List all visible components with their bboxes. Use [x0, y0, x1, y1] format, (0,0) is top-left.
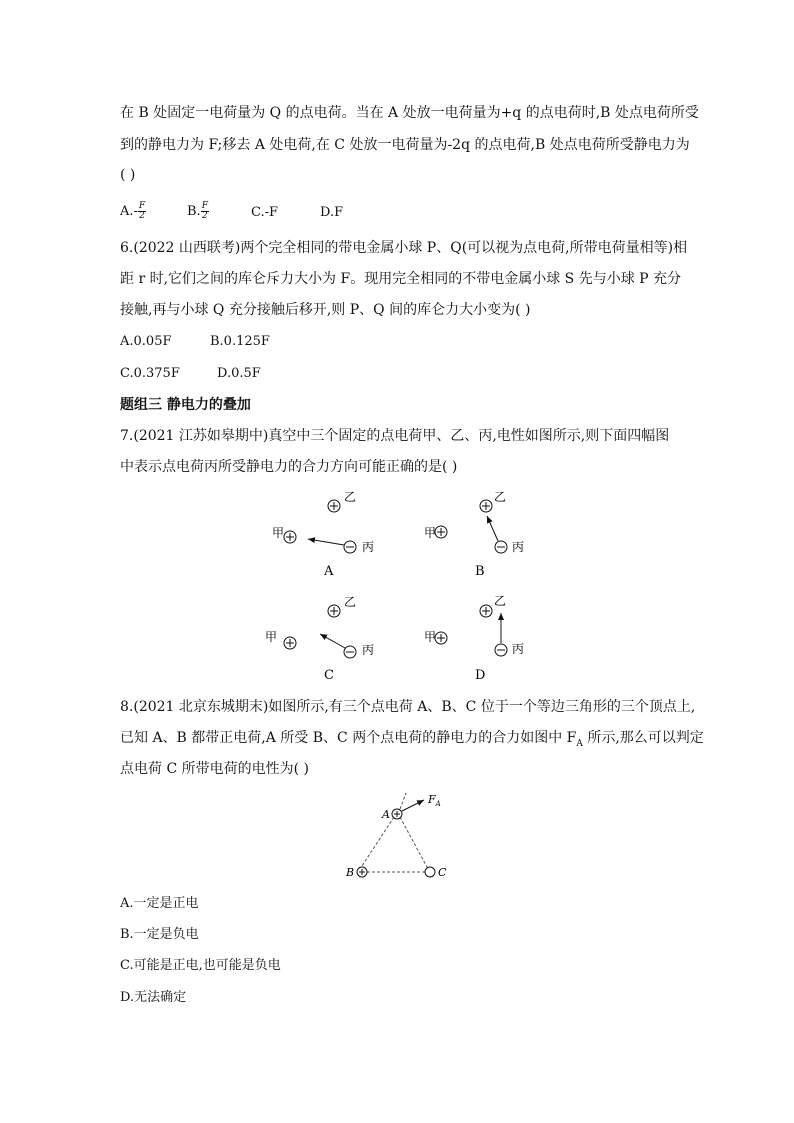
q5-option-a: A.- $\frac{F}{2}$: [120, 201, 146, 221]
section-heading: 题组三 静电力的叠加: [120, 397, 251, 413]
panel-a: [272, 490, 374, 579]
label-b: B: [346, 866, 355, 879]
fraction: $\frac{F}{2}$: [138, 201, 146, 221]
panel-c: [265, 595, 374, 683]
label-a: A: [382, 808, 390, 821]
charge-yi-label: 乙: [344, 595, 357, 609]
q8-option-c: C.可能是正电,也可能是负电: [120, 958, 281, 973]
charge-bing-label: 丙: [512, 540, 525, 554]
charge-bing-label: 丙: [362, 540, 375, 554]
charge-jia-label: 甲: [424, 630, 437, 644]
q6-option-d: D.0.5F: [217, 366, 261, 381]
force-arrow: [308, 539, 344, 545]
q5-line-2: 到的静电力为 F;移去 A 处电荷,在 C 处放一电荷量为-2q 的点电荷,B 处点电荷所受静电力为: [120, 137, 690, 153]
q8-line-1: 8.(2021 北京东城期末)如图所示,有三个点电荷 A、B、C 位于一个等边三角形的三个顶点上,: [120, 699, 696, 715]
triangle-side-ab: [360, 817, 394, 869]
charge-c-unknown: [425, 867, 435, 877]
q5-line-3: ( ): [120, 167, 136, 183]
q6-line-2: 距 r 时,它们之间的库仑斥力大小为 F。现用完全相同的不带电金属小球 S 先与小球 P 充分: [120, 271, 682, 287]
q7-line-1: 7.(2021 江苏如皋期中)真空中三个固定的点电荷甲、乙、丙,电性如图所示,则下面四幅图: [120, 428, 670, 444]
q6-option-b: B.0.125F: [210, 334, 270, 349]
charge-bing-label: 丙: [362, 643, 375, 657]
panel-label-d: D: [475, 668, 486, 683]
q8-line-2: 已知 A、B 都带正电荷,A 所受 B、C 两个点电荷的静电力的合力如图中 $F_A$ 所示,那么可以判定: [120, 730, 704, 749]
q8-option-a: A.一定是正电: [120, 896, 199, 911]
triangle-side-ac: [400, 817, 428, 869]
label-c: C: [438, 866, 447, 879]
force-arrow: [487, 516, 498, 541]
q8-line-3: 点电荷 C 所带电荷的电性为( ): [120, 761, 309, 777]
q7-figure: [260, 485, 540, 685]
q6-line-3: 接触,再与小球 Q 充分接触后移开,则 P、Q 间的库仑力大小变为( ): [120, 302, 531, 318]
charge-yi-label: 乙: [494, 594, 507, 608]
q5-line-1: 在 B 处固定一电荷量为 Q 的点电荷。当在 A 处放一电荷量为+q 的点电荷时,B 处点电荷所受: [120, 105, 699, 121]
panel-label-b: B: [475, 564, 485, 579]
q8-triangle-figure: [340, 785, 460, 885]
q6-option-a: A.0.05F: [120, 334, 172, 349]
charge-yi-label: 乙: [494, 490, 507, 504]
panel-label-a: A: [324, 564, 334, 579]
q7-line-2: 中表示点电荷丙所受静电力的合力方向可能正确的是( ): [120, 459, 458, 475]
charge-yi-label: 乙: [344, 490, 357, 504]
q8-option-b: B.一定是负电: [120, 927, 199, 942]
extension-line: [400, 793, 406, 809]
q6-option-c: C.0.375F: [120, 366, 180, 381]
q6-line-1: 6.(2022 山西联考)两个完全相同的带电金属小球 P、Q(可以视为点电荷,所带电荷量相等)相: [120, 240, 688, 256]
force-label: $F_A$: [428, 793, 441, 808]
q5-option-d: D.F: [320, 205, 344, 220]
q5-option-c: C.-F: [251, 205, 279, 220]
fraction: $\frac{F}{2}$: [201, 201, 208, 221]
q8-option-d: D.无法确定: [120, 990, 187, 1005]
panel-label-c: C: [324, 668, 334, 683]
charge-jia-label: 甲: [265, 630, 278, 644]
charge-jia-label: 甲: [272, 526, 285, 540]
force-fa-arrow: [402, 800, 424, 811]
charge-bing-label: 丙: [512, 642, 525, 656]
q5-option-b: B. $\frac{F}{2}$: [187, 201, 208, 221]
charge-jia-label: 甲: [424, 526, 437, 540]
panel-d: [424, 594, 524, 683]
panel-b: [424, 490, 524, 579]
force-arrow: [320, 634, 345, 648]
